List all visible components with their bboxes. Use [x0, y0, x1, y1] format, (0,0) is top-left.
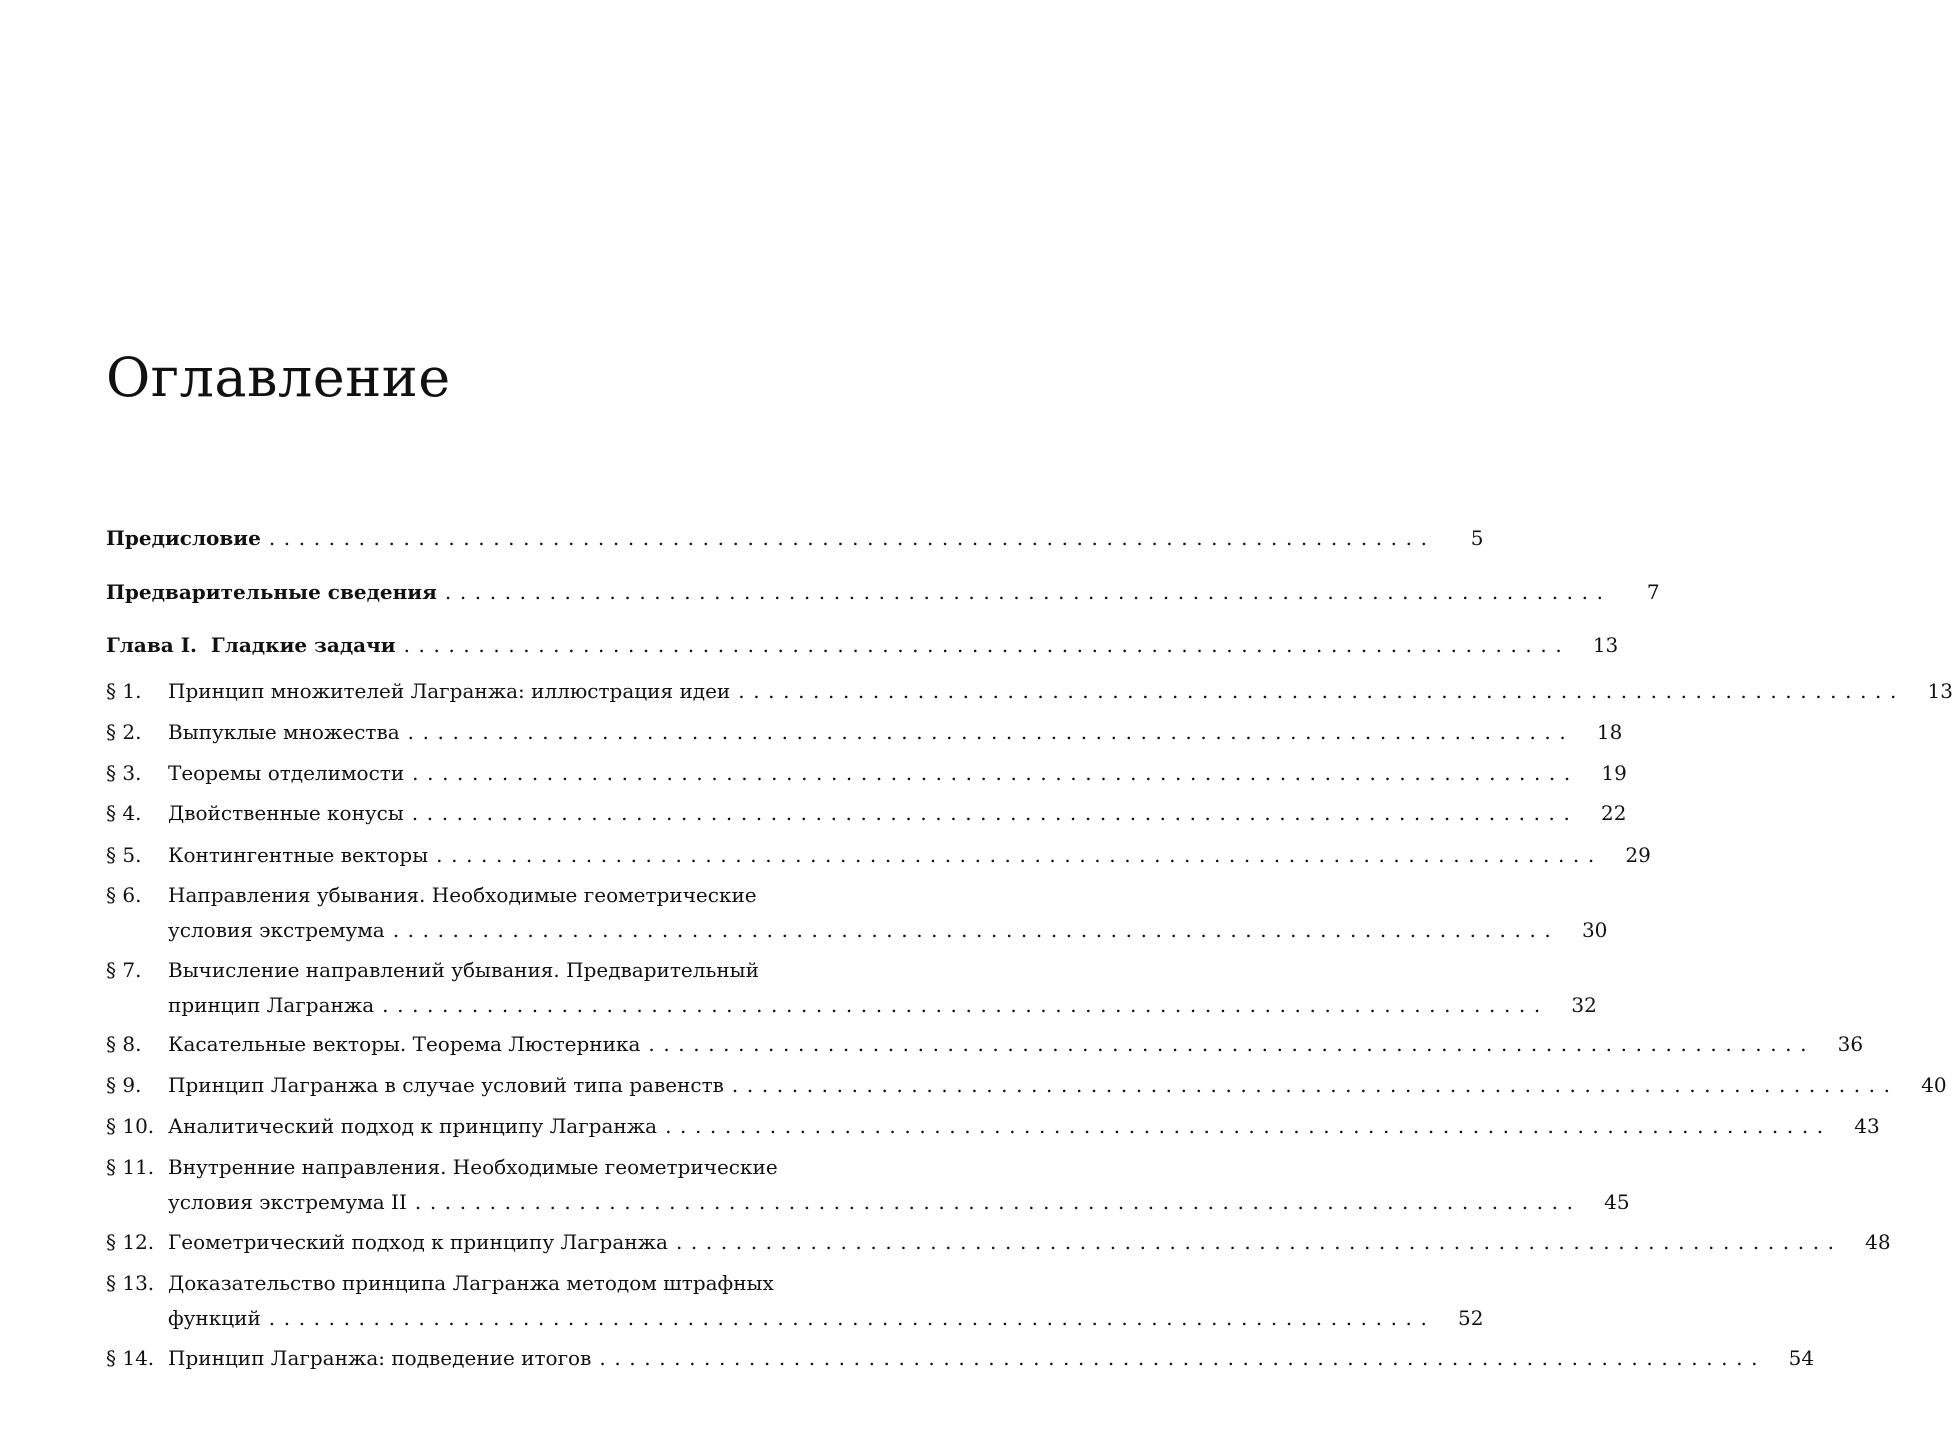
toc-entry-chapter-1[interactable]	[106, 632, 1619, 658]
section-number: § 6.	[106, 883, 142, 907]
toc-entry-section-1[interactable]	[106, 678, 1953, 704]
dot-leader: ..............................................................................	[412, 761, 1579, 785]
dot-leader: ..............................................................................	[403, 633, 1571, 657]
page-title: Оглавление	[106, 346, 451, 409]
toc-entry-section-9[interactable]	[106, 1072, 1947, 1098]
dot-leader: ..............................................................................	[268, 526, 1436, 550]
section-number: § 14.	[106, 1346, 155, 1370]
dot-leader: ..............................................................................	[675, 1230, 1843, 1254]
section-number: § 2.	[106, 720, 142, 744]
page-number: 40	[1921, 1073, 1947, 1097]
toc-entry-section-2[interactable]	[106, 719, 1623, 745]
dot-leader: ..............................................................................	[665, 1114, 1832, 1138]
entry-title: Теоремы отделимости	[168, 761, 405, 785]
page-number: 19	[1601, 761, 1627, 785]
toc-entry-section-8[interactable]	[106, 1031, 1864, 1057]
section-number: § 11.	[106, 1155, 155, 1179]
dot-leader: ..............................................................................	[392, 918, 1560, 942]
toc-entry-section-6[interactable]	[106, 882, 1608, 943]
page-number: 52	[1458, 1306, 1484, 1330]
entry-title: Аналитический подход к принципу Лагранжа	[168, 1114, 658, 1138]
entry-title-line-2: условия экстремума	[168, 918, 385, 942]
dot-leader: ..............................................................................	[599, 1346, 1767, 1370]
page-number: 48	[1865, 1230, 1891, 1254]
toc-entry-preliminaries[interactable]	[106, 579, 1660, 605]
section-number: § 7.	[106, 958, 142, 982]
page-number: 30	[1581, 918, 1608, 942]
entry-title: Глава I. Гладкие задачи	[106, 633, 396, 657]
toc-entry-section-7[interactable]	[106, 957, 1597, 1018]
toc-entry-section-12[interactable]	[106, 1229, 1891, 1255]
toc-entry-section-5[interactable]	[106, 842, 1651, 868]
section-number: § 3.	[106, 761, 142, 785]
page-number: 5	[1470, 526, 1484, 550]
section-number: § 8.	[106, 1032, 142, 1056]
entry-title: Двойственные конусы	[168, 801, 404, 825]
entry-title: Предисловие	[106, 526, 261, 550]
entry-title: Принцип Лагранжа в случае условий типа равенств	[168, 1073, 724, 1097]
toc-entry-preface[interactable]	[106, 525, 1484, 551]
dot-leader: ..............................................................................	[268, 1306, 1436, 1330]
page-number: 13	[1592, 633, 1619, 657]
page-number: 43	[1854, 1114, 1880, 1138]
dot-leader: ..............................................................................	[648, 1032, 1816, 1056]
dot-leader: ..............................................................................	[414, 1190, 1582, 1214]
section-number: § 1.	[106, 679, 142, 703]
dot-leader: ..............................................................................	[407, 720, 1575, 744]
page-number: 36	[1837, 1032, 1864, 1056]
entry-title: Касательные векторы. Теорема Люстерника	[168, 1032, 641, 1056]
section-number: § 9.	[106, 1073, 142, 1097]
page-number: 7	[1646, 580, 1660, 604]
dot-leader: ..............................................................................	[436, 843, 1603, 867]
page-number: 54	[1788, 1346, 1815, 1370]
toc-entry-section-14[interactable]	[106, 1345, 1815, 1371]
entry-title: Принцип Лагранжа: подведение итогов	[168, 1346, 592, 1370]
entry-title-line-1: Вычисление направлений убывания. Предварительный	[168, 958, 759, 982]
entry-title-line-1: Доказательство принципа Лагранжа методом штрафных	[168, 1271, 774, 1295]
entry-title-line-2: условия экстремума II	[168, 1190, 407, 1214]
section-number: § 13.	[106, 1271, 155, 1295]
page-number: 22	[1601, 801, 1627, 825]
entry-title-line-2: функций	[168, 1306, 261, 1330]
toc-entry-section-13[interactable]	[106, 1270, 1484, 1331]
toc-entry-section-11[interactable]	[106, 1154, 1630, 1215]
entry-title: Геометрический подход к принципу Лагранжа	[168, 1230, 668, 1254]
entry-title: Предварительные сведения	[106, 580, 437, 604]
section-number: § 12.	[106, 1230, 155, 1254]
toc-entry-section-4[interactable]	[106, 800, 1627, 826]
page-number: 18	[1596, 720, 1623, 744]
entry-title: Принцип множителей Лагранжа: иллюстрация идеи	[168, 679, 731, 703]
dot-leader: ..............................................................................	[382, 993, 1549, 1017]
dot-leader: ..............................................................................	[411, 801, 1579, 825]
section-number: § 10.	[106, 1114, 155, 1138]
table-of-contents	[106, 0, 1953, 1454]
toc-entry-section-3[interactable]	[106, 760, 1627, 786]
page-number: 13	[1927, 679, 1953, 703]
entry-title-line-2: принцип Лагранжа	[168, 993, 375, 1017]
entry-title: Выпуклые множества	[168, 720, 400, 744]
entry-title-line-1: Направления убывания. Необходимые геометрические	[168, 883, 757, 907]
entry-title: Контингентные векторы	[168, 843, 429, 867]
dot-leader: ..............................................................................	[444, 580, 1612, 604]
section-number: § 5.	[106, 843, 142, 867]
page-number: 32	[1571, 993, 1597, 1017]
page-number: 29	[1625, 843, 1651, 867]
dot-leader: ..............................................................................	[738, 679, 1905, 703]
entry-title-line-1: Внутренние направления. Необходимые геометрические	[168, 1155, 778, 1179]
dot-leader: ..............................................................................	[731, 1073, 1899, 1097]
toc-entry-section-10[interactable]	[106, 1113, 1880, 1139]
section-number: § 4.	[106, 801, 142, 825]
page-number: 45	[1604, 1190, 1630, 1214]
